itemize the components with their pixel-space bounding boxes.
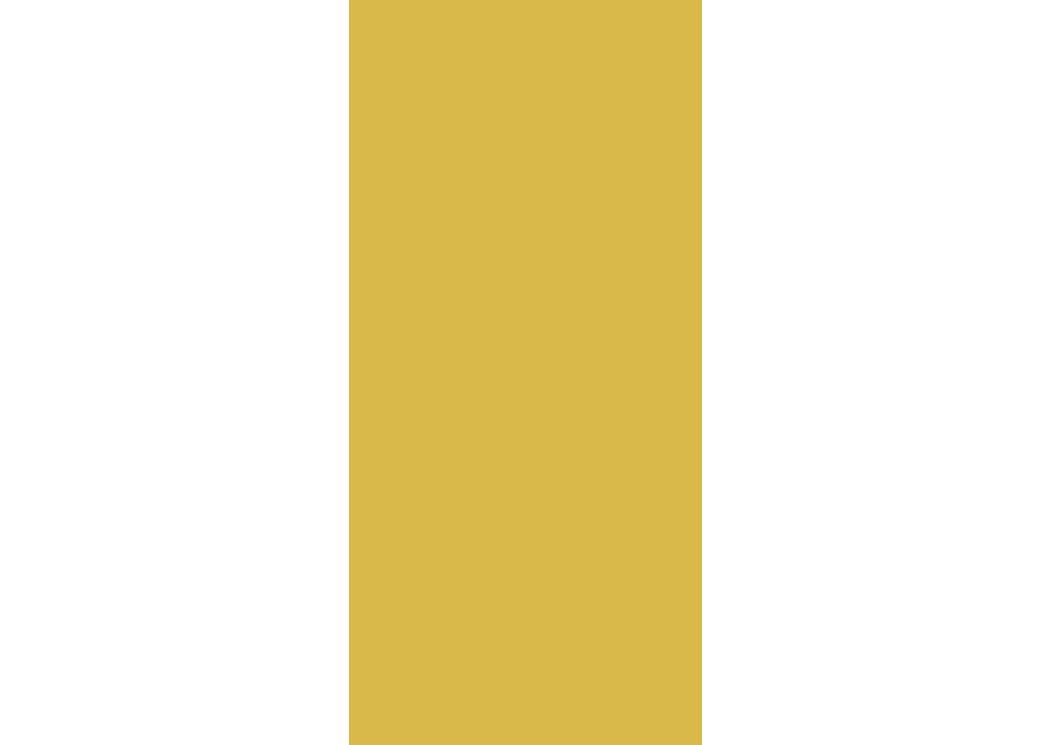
sunburst-bottom-icon [702, 590, 1053, 745]
middle-panel [349, 0, 702, 745]
sunburst-top-icon [0, 0, 349, 215]
right-panel [702, 0, 1053, 745]
good-friday-text [380, 186, 680, 209]
left-panel [0, 0, 349, 745]
text-line [380, 186, 680, 209]
